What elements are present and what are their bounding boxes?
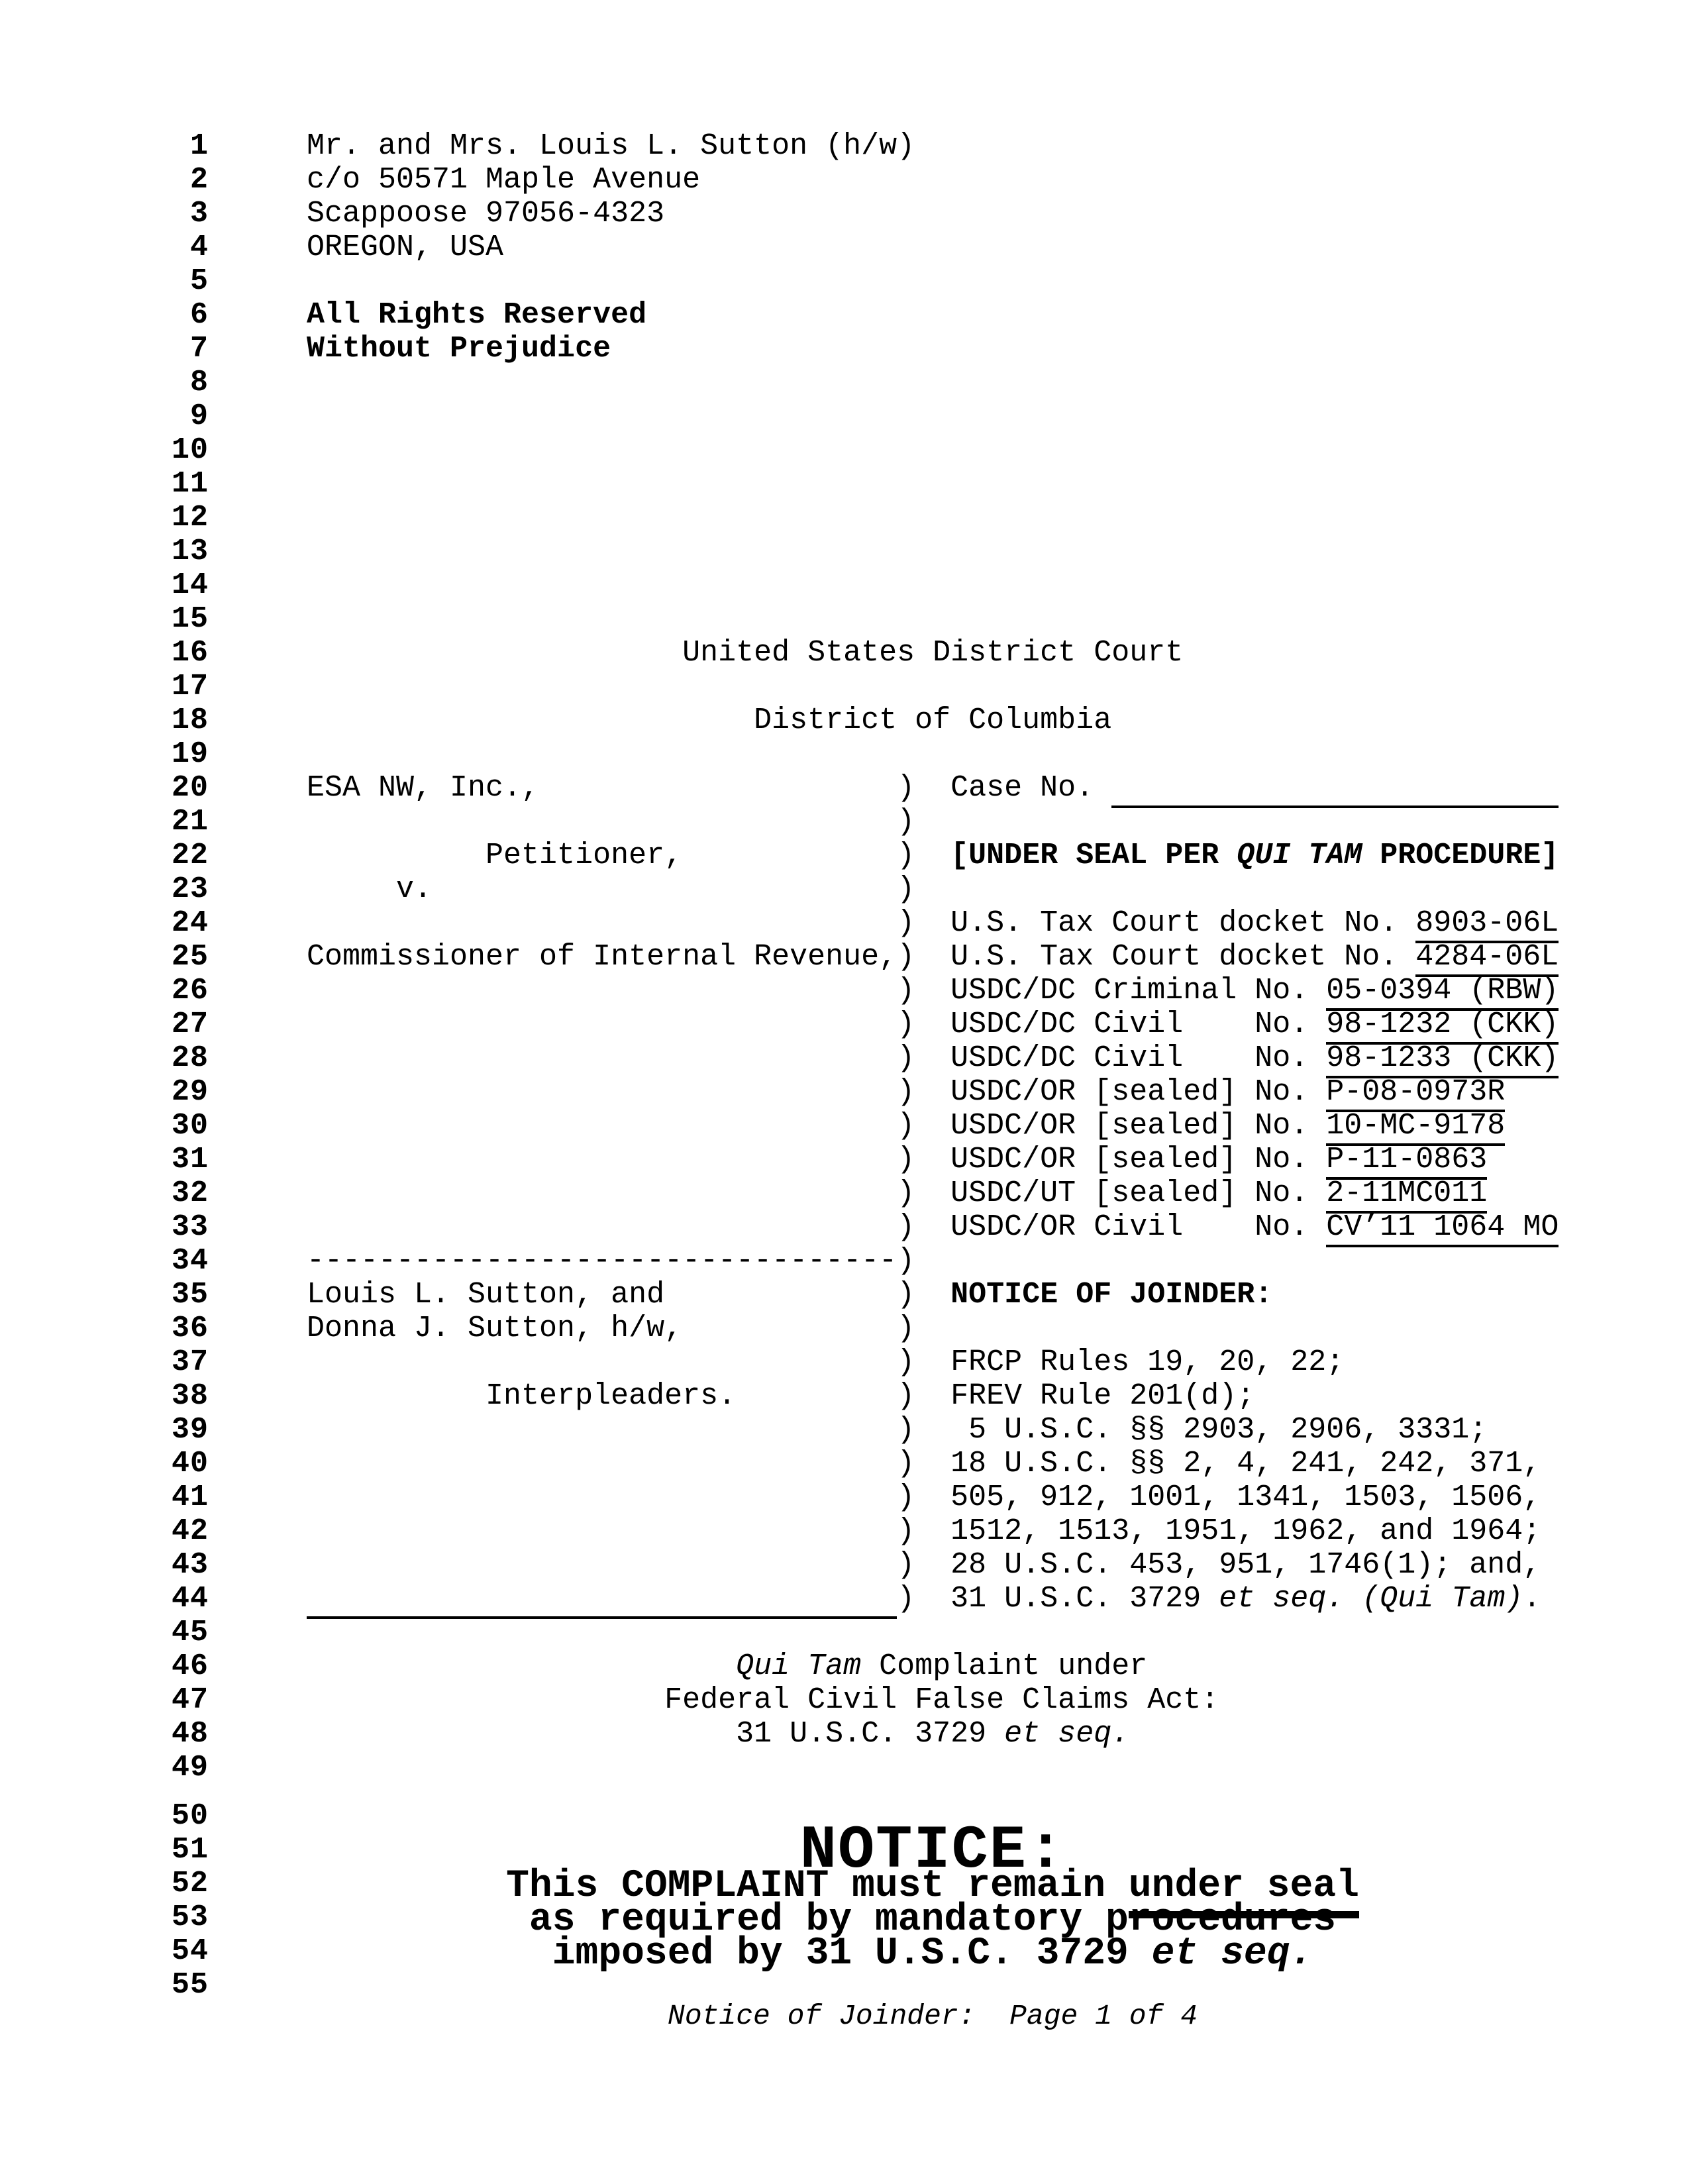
line-number: 3 <box>189 197 209 231</box>
pleading-line <box>0 1751 1689 1785</box>
text-segment: ESA NW, Inc., ) Case No. <box>307 771 1112 805</box>
text-segment: ) 1512, 1513, 1951, 1962, and 1964; <box>307 1514 1541 1548</box>
text-segment: ) 31 U.S.C. 3729 <box>897 1582 1219 1616</box>
line-number: 50 <box>171 1799 209 1833</box>
line-text <box>307 974 1559 1008</box>
line-text <box>307 163 1559 197</box>
text-segment: District of Columbia <box>307 703 1112 737</box>
line-text <box>307 636 1559 670</box>
line-number: 44 <box>171 1582 209 1616</box>
text-segment: et seq. <box>1219 1582 1345 1616</box>
line-text <box>307 332 1559 366</box>
pleading-line <box>0 1649 1689 1683</box>
line-number: 48 <box>171 1717 209 1751</box>
pleading-line <box>0 602 1689 636</box>
line-text <box>307 1447 1559 1481</box>
line-text <box>307 703 1559 737</box>
line-number: 17 <box>171 670 209 703</box>
pleading-line <box>0 1143 1689 1176</box>
text-segment: Federal Civil False Claims Act: <box>307 1683 1219 1717</box>
line-text <box>307 940 1559 974</box>
line-text <box>307 129 1559 163</box>
line-text <box>307 1210 1559 1244</box>
line-number: 34 <box>171 1244 209 1278</box>
line-text <box>307 231 1559 264</box>
pleading-line <box>0 332 1689 366</box>
pleading-line <box>0 805 1689 839</box>
line-number: 39 <box>171 1413 209 1447</box>
pleading-line <box>0 298 1689 332</box>
pleading-line <box>0 1345 1689 1379</box>
text-segment: 2-11MC011 <box>1326 1176 1487 1214</box>
line-number: 33 <box>171 1210 209 1244</box>
pleading-line <box>0 1616 1689 1649</box>
line-number: 5 <box>189 264 209 298</box>
text-segment: ) USDC/UT [sealed] No. <box>307 1176 1327 1210</box>
text-segment: Petitioner, ) <box>307 839 951 872</box>
text-segment: 8903-06L <box>1415 906 1559 943</box>
line-number: 42 <box>171 1514 209 1548</box>
line-number: 54 <box>171 1934 209 1968</box>
line-text <box>307 1312 1559 1345</box>
pleading-line <box>0 1717 1689 1751</box>
pleading-line <box>0 366 1689 399</box>
line-text <box>307 1514 1559 1548</box>
line-text <box>307 1413 1559 1447</box>
text-segment: P-11-0863 <box>1326 1143 1487 1180</box>
line-number: 14 <box>171 568 209 602</box>
text-segment: NOTICE OF JOINDER: <box>950 1278 1273 1312</box>
pleading-line <box>0 1447 1689 1481</box>
text-segment: [UNDER SEAL PER <box>950 839 1237 872</box>
pleading-line <box>0 1932 1689 1975</box>
pleading-line <box>0 129 1689 163</box>
line-number: 23 <box>171 872 209 906</box>
pleading-line <box>0 1548 1689 1582</box>
line-number: 24 <box>171 906 209 940</box>
text-segment: Complaint under <box>861 1649 1148 1683</box>
text-segment: . <box>1523 1582 1541 1616</box>
text-segment: ) USDC/OR [sealed] No. <box>307 1075 1327 1109</box>
text-segment: ) 505, 912, 1001, 1341, 1503, 1506, <box>307 1481 1541 1514</box>
pleading-line <box>0 1582 1689 1616</box>
text-segment <box>307 1649 736 1683</box>
line-number: 11 <box>171 467 209 501</box>
line-number: 55 <box>171 1968 209 2002</box>
text-segment: This COMPLAINT must remain <box>506 1865 1129 1908</box>
text-segment: Interpleaders. ) FREV Rule 201(d); <box>307 1379 1255 1413</box>
page-footer <box>0 1999 1689 2033</box>
line-number: 6 <box>189 298 209 332</box>
text-segment: 05-0394 (RBW) <box>1326 974 1559 1011</box>
line-number: 47 <box>171 1683 209 1717</box>
pleading-line <box>0 1865 1689 1908</box>
text-segment: et seq. <box>1004 1717 1130 1751</box>
line-text <box>307 1008 1559 1041</box>
pleading-line <box>0 839 1689 872</box>
pleading-line <box>0 433 1689 467</box>
pleading-line <box>0 1210 1689 1244</box>
text-segment: 10-MC-9178 <box>1326 1109 1505 1146</box>
text-segment: 31 U.S.C. 3729 <box>307 1717 1005 1751</box>
pleading-line <box>0 163 1689 197</box>
text-segment: 4284-06L <box>1415 940 1559 977</box>
line-text <box>307 1143 1559 1176</box>
text-segment <box>1344 1582 1362 1616</box>
text-segment: Without Prejudice <box>307 332 611 366</box>
text-segment <box>307 1582 897 1619</box>
text-segment: ) <box>307 805 915 839</box>
pleading-line <box>0 1683 1689 1717</box>
text-segment: Scappoose 97056-4323 <box>307 197 665 231</box>
pleading-line <box>0 1514 1689 1548</box>
text-segment: et seq. <box>1151 1932 1313 1975</box>
pleading-line <box>0 1413 1689 1447</box>
line-text <box>307 197 1559 231</box>
pleading-line <box>0 568 1689 602</box>
pleading-line <box>0 940 1689 974</box>
line-number: 53 <box>171 1900 209 1934</box>
pleading-line <box>0 771 1689 805</box>
text-segment: ) FRCP Rules 19, 20, 22; <box>307 1345 1345 1379</box>
line-number: 21 <box>171 805 209 839</box>
text-segment <box>1111 771 1559 808</box>
line-number: 37 <box>171 1345 209 1379</box>
text-segment: United States District Court <box>307 636 1184 670</box>
pleading-line <box>0 535 1689 568</box>
line-text <box>307 1649 1559 1683</box>
text-segment: as required by mandatory procedures <box>529 1898 1337 1942</box>
line-number: 13 <box>171 535 209 568</box>
line-number: 15 <box>171 602 209 636</box>
pleading-line <box>0 467 1689 501</box>
pleading-line <box>0 1898 1689 1942</box>
line-text <box>307 1244 1559 1278</box>
text-segment: PROCEDURE] <box>1362 839 1559 872</box>
pleading-line <box>0 1481 1689 1514</box>
pleading-line <box>0 197 1689 231</box>
line-number: 45 <box>171 1616 209 1649</box>
line-number: 49 <box>171 1751 209 1785</box>
text-segment: P-08-0973R <box>1326 1075 1505 1112</box>
line-text <box>307 1379 1559 1413</box>
line-number: 7 <box>189 332 209 366</box>
line-text <box>307 1683 1559 1717</box>
text-segment: ) 5 U.S.C. §§ 2903, 2906, 3331; <box>307 1413 1488 1447</box>
line-text <box>307 1548 1559 1582</box>
line-number: 2 <box>189 163 209 197</box>
line-number: 31 <box>171 1143 209 1176</box>
line-number: 9 <box>189 399 209 433</box>
line-number: 20 <box>171 771 209 805</box>
text-segment: ) USDC/DC Civil No. <box>307 1041 1327 1075</box>
line-number: 38 <box>171 1379 209 1413</box>
text-segment: (Qui Tam) <box>1362 1582 1523 1616</box>
text-segment: ) USDC/DC Civil No. <box>307 1008 1327 1041</box>
line-text <box>307 906 1559 940</box>
text-segment: OREGON, USA <box>307 231 504 264</box>
pleading-line <box>0 1041 1689 1075</box>
line-text <box>307 1278 1559 1312</box>
line-number: 51 <box>171 1833 209 1867</box>
page-footer-text <box>307 1999 1559 2033</box>
pleading-line <box>0 670 1689 703</box>
pleading-line <box>0 1312 1689 1345</box>
text-segment: ) 28 U.S.C. 453, 951, 1746(1); and, <box>307 1548 1541 1582</box>
line-number: 1 <box>189 129 209 163</box>
text-segment: 98-1232 (CKK) <box>1326 1008 1559 1045</box>
line-text <box>307 298 1559 332</box>
text-segment: ---------------------------------) <box>307 1244 915 1278</box>
line-number: 32 <box>171 1176 209 1210</box>
text-segment: Commissioner of Internal Revenue,) U.S. Tax Court docket No. <box>307 940 1416 974</box>
text-segment: All Rights Reserved <box>307 298 647 332</box>
line-text <box>307 1481 1559 1514</box>
line-number: 28 <box>171 1041 209 1075</box>
text-segment: Donna J. Sutton, h/w, ) <box>307 1312 915 1345</box>
line-number: 41 <box>171 1481 209 1514</box>
line-text <box>307 839 1559 872</box>
pleading-line <box>0 264 1689 298</box>
text-segment: Mr. and Mrs. Louis L. Sutton (h/w) <box>307 129 915 163</box>
pleading-line <box>0 872 1689 906</box>
line-number: 29 <box>171 1075 209 1109</box>
pleading-line <box>0 1109 1689 1143</box>
text-segment: 98-1233 (CKK) <box>1326 1041 1559 1078</box>
pleading-line <box>0 1244 1689 1278</box>
line-text <box>307 1816 1559 1885</box>
line-number: 18 <box>171 703 209 737</box>
text-segment: ) USDC/OR [sealed] No. <box>307 1143 1327 1176</box>
line-text <box>307 1582 1559 1616</box>
line-number: 30 <box>171 1109 209 1143</box>
line-text <box>307 1041 1559 1075</box>
line-text <box>307 872 1559 906</box>
text-segment: v. ) <box>307 872 915 906</box>
line-text <box>307 805 1559 839</box>
line-number: 27 <box>171 1008 209 1041</box>
line-text <box>307 1109 1559 1143</box>
line-number: 16 <box>171 636 209 670</box>
line-number: 36 <box>171 1312 209 1345</box>
line-number: 40 <box>171 1447 209 1481</box>
pleading-line <box>0 1278 1689 1312</box>
line-number: 4 <box>189 231 209 264</box>
text-segment: QUI TAM <box>1237 839 1362 872</box>
line-number: 46 <box>171 1649 209 1683</box>
pleading-line <box>0 1008 1689 1041</box>
text-segment: Louis L. Sutton, and ) <box>307 1278 951 1312</box>
text-segment: NOTICE: <box>799 1816 1066 1885</box>
text-segment: imposed by 31 U.S.C. 3729 <box>552 1932 1152 1975</box>
line-number: 52 <box>171 1867 209 1900</box>
line-text <box>307 1345 1559 1379</box>
line-text <box>307 771 1559 805</box>
text-segment: Qui Tam <box>736 1649 862 1683</box>
pleading-line <box>0 501 1689 535</box>
text-segment: CV’11 1064 MO <box>1326 1210 1559 1247</box>
line-number: 43 <box>171 1548 209 1582</box>
line-number: 12 <box>171 501 209 535</box>
pleading-line <box>0 703 1689 737</box>
pleading-line <box>0 1176 1689 1210</box>
text-segment: Notice of Joinder: Page 1 of 4 <box>668 2000 1198 2032</box>
text-segment: ) USDC/DC Criminal No. <box>307 974 1327 1008</box>
text-segment: ) USDC/OR Civil No. <box>307 1210 1327 1244</box>
text-segment: ) 18 U.S.C. §§ 2, 4, 241, 242, 371, <box>307 1447 1541 1481</box>
text-segment: ) USDC/OR [sealed] No. <box>307 1109 1327 1143</box>
pleading-line <box>0 737 1689 771</box>
pleading-line <box>0 1075 1689 1109</box>
line-number: 8 <box>189 366 209 399</box>
text-segment: c/o 50571 Maple Avenue <box>307 163 701 197</box>
line-text <box>307 1075 1559 1109</box>
pleading-line <box>0 231 1689 264</box>
pleading-line <box>0 974 1689 1008</box>
pleading-line <box>0 636 1689 670</box>
text-segment: ) U.S. Tax Court docket No. <box>307 906 1416 940</box>
line-text <box>307 1932 1559 1975</box>
line-text <box>307 1717 1559 1751</box>
line-text <box>307 1176 1559 1210</box>
line-number: 19 <box>171 737 209 771</box>
line-number: 22 <box>171 839 209 872</box>
pleading-line <box>0 906 1689 940</box>
line-number: 10 <box>171 433 209 467</box>
text-segment: under seal <box>1129 1865 1359 1918</box>
pleading-line <box>0 399 1689 433</box>
pleading-line <box>0 1379 1689 1413</box>
line-number: 35 <box>171 1278 209 1312</box>
line-number: 25 <box>171 940 209 974</box>
line-number: 26 <box>171 974 209 1008</box>
